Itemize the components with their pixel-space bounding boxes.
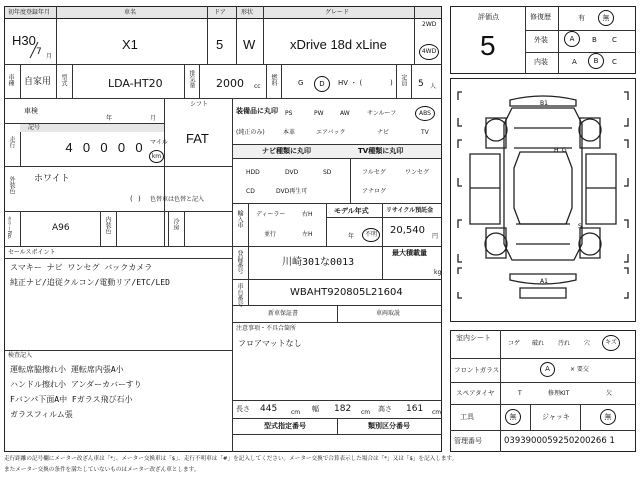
mileage-digit: 0: [117, 140, 126, 155]
glass-replace: × 要交: [570, 366, 589, 373]
shape-label: 形状: [241, 9, 254, 16]
doors-label: ドア: [214, 9, 226, 16]
category-label: 類別区分番号: [368, 422, 410, 430]
exterior-a-circled: A: [564, 31, 580, 47]
capacity-value: 5: [418, 79, 424, 89]
equip-leather: 本革: [283, 129, 296, 136]
color-note-close: ): [138, 195, 141, 203]
glass-a-circled: A: [540, 362, 555, 377]
import-label: 輸入車: [236, 210, 243, 228]
spare-kit: 修理KIT: [548, 390, 570, 397]
interior-b-circled: B: [588, 53, 604, 69]
max-load-label: 最大積載量: [392, 249, 427, 257]
mileage-digit: 0: [135, 140, 143, 155]
drive-2wd-label: 2WD: [422, 21, 437, 28]
fuel-close: ): [390, 79, 393, 87]
tv-label: TV種類に丸印: [358, 147, 404, 155]
color-label: 外装色: [8, 176, 15, 194]
type-label: 型式: [60, 74, 67, 86]
score-value: 5: [480, 30, 496, 61]
repair-yes: 有: [578, 14, 585, 22]
tv-analog: アナログ: [362, 188, 387, 195]
use-value: 自家用: [24, 77, 52, 87]
fuel-label: 燃料: [270, 74, 277, 86]
spare-t: T: [518, 390, 522, 397]
vin-value: WBAHT920805L21604: [290, 287, 403, 298]
mileage-digit: 0: [82, 140, 91, 155]
height-label: 高さ: [378, 405, 392, 413]
color-note: 色替車は色替と記入: [150, 196, 205, 203]
diagram-label-h: H: [554, 147, 559, 154]
reg-label: 登録番号: [236, 250, 243, 274]
equip-sunroof: サンルーフ: [367, 110, 397, 117]
model-year-label: モデル年式: [334, 207, 369, 215]
seat-yogore: 汚れ: [558, 340, 571, 347]
fuel-g: G: [298, 79, 304, 87]
exterior-c: C: [612, 36, 617, 44]
jack-none-circled: 無: [600, 409, 616, 425]
height-unit: cm: [432, 409, 442, 416]
length-unit: cm: [291, 409, 301, 416]
grade-value: xDrive 18d xLine: [290, 37, 387, 52]
cc-unit: cc: [254, 83, 261, 90]
type-designation-label: 型式指定番号: [264, 422, 306, 430]
sales-points-line2: 純正ナビ/追従クルコン/電動リア/ETC/LED: [10, 278, 170, 287]
notes-text: フロアマットなし: [238, 339, 302, 348]
recycle-unit: 円: [432, 233, 439, 240]
capacity-label: 定員: [400, 74, 407, 86]
width-unit: cm: [361, 409, 371, 416]
mileage-label: 走行: [8, 136, 15, 148]
equip-pw: PW: [314, 110, 324, 117]
exterior-b: B: [592, 36, 597, 44]
import-parallel: 並行: [264, 231, 277, 238]
footer-line2: またメーター交換の条件を満たしていないものはメーター改ざん車とします。: [4, 467, 200, 473]
equip-tv: TV: [421, 129, 429, 136]
spare-label: スペアタイヤ: [456, 389, 495, 397]
tool-label: 工具: [460, 413, 474, 421]
shift-value: FAT: [186, 131, 209, 146]
max-load-unit: kg: [434, 269, 442, 276]
doors-value: 5: [216, 37, 224, 52]
height-value: 161: [406, 404, 424, 414]
car-diagram: [450, 78, 636, 322]
name-label: 車名: [124, 9, 137, 16]
score-label: 評価点: [478, 13, 499, 21]
length-value: 445: [260, 404, 278, 414]
displacement-label: 排気量: [188, 70, 195, 88]
color-note-open: (: [130, 195, 133, 203]
shift-label: シフト: [190, 101, 209, 108]
inspector-notes-label: 検査記入: [8, 352, 33, 359]
use-label: 車種: [7, 74, 14, 86]
record-label: 記号: [28, 124, 41, 131]
repair-no-circled: 無: [598, 10, 614, 26]
first-reg-month: 7: [36, 47, 42, 57]
equipment-note: (純正のみ): [236, 129, 265, 136]
length-label: 長さ: [236, 405, 250, 413]
mgmt-label: 管理番号: [454, 437, 482, 445]
seat-ana: 穴: [584, 340, 591, 347]
diagram-label-s: S: [578, 223, 582, 230]
manual: 車両取説: [376, 310, 401, 317]
mile-label: マイル: [150, 139, 168, 146]
seat-yabure: 破れ: [532, 340, 545, 347]
mileage-digits: [62, 140, 146, 156]
interior-a: A: [572, 58, 577, 66]
color-code-value: A96: [52, 223, 70, 233]
interior-c: C: [612, 58, 617, 66]
inspector-note-line: Fバンパ下面A中 Fガラス飛び石小: [10, 395, 133, 404]
tv-fullseg: フルセグ: [362, 169, 386, 176]
width-value: 182: [334, 404, 352, 414]
car-name: X1: [122, 37, 138, 52]
sales-points-line1: スマキー ナビ ワンセグ バックカメラ: [10, 263, 153, 272]
spare-missing: 欠: [606, 390, 613, 397]
type-value: LDA-HT20: [108, 77, 163, 90]
tv-oneseg: ワンセグ: [405, 169, 430, 176]
first-reg-label: 初年度登録年月: [8, 9, 51, 16]
mgmt-value: 0393900059250200266 1: [504, 436, 615, 446]
width-label: 幅: [312, 405, 319, 413]
equip-ps: PS: [285, 110, 293, 117]
navi-label: ナビ種類に丸印: [262, 147, 311, 155]
reg-value: 川崎301な0013: [282, 257, 355, 268]
color-code-label: カラーNo.: [6, 216, 12, 240]
recycle-value: 20,540: [390, 225, 425, 236]
displacement-value: 2000: [216, 77, 244, 90]
interior-label: 内装: [534, 58, 548, 66]
equip-airbag: エアバック: [316, 129, 346, 136]
inspector-note-line: 運転席脇擦れ小 運転席内張A小: [10, 365, 124, 374]
inspector-note-line: ハンドル擦れ小 アンダーカバーすり: [10, 380, 142, 389]
equip-aw: AW: [340, 110, 350, 117]
inspection-label: 車検: [24, 107, 38, 115]
mileage-digit: 4: [65, 140, 73, 155]
inspection-year: 年: [106, 115, 113, 122]
sales-points-label: セールスポイント: [8, 249, 56, 256]
recycle-label: リサイクル預託金: [386, 207, 434, 214]
equipment-label: 装備品に丸印: [236, 107, 278, 115]
km-circled: km: [149, 150, 164, 163]
inspection-month: 月: [150, 115, 157, 122]
mileage-digit: 0: [100, 140, 108, 155]
navi-dvd: DVD: [285, 169, 299, 176]
exterior-label: 外装: [534, 36, 548, 44]
color-value: ホワイト: [34, 174, 70, 184]
grade-label: グレード: [325, 9, 350, 16]
interior-color-label: 内装色: [104, 216, 111, 234]
jack-label: ジャッキ: [542, 413, 570, 421]
new-car-warranty: 新車保証書: [268, 310, 299, 317]
seat-label: 室内シート: [456, 334, 491, 342]
seat-koge: コゲ: [508, 340, 521, 347]
left-handle: 左H: [302, 231, 313, 238]
navi-dvd-play: DVD再生可: [276, 188, 308, 195]
equip-navi: ナビ: [377, 129, 390, 136]
record-header: [20, 124, 164, 132]
cooling-label: 冷房: [172, 218, 179, 230]
capacity-unit: 人: [430, 83, 437, 90]
drive-4wd-circled: 4WD: [419, 44, 439, 60]
navi-hdd: HDD: [246, 169, 260, 176]
seat-kizu-circled: キズ: [602, 335, 620, 351]
import-dealer: ディーラー: [256, 211, 286, 218]
model-year-suffix: 年: [348, 233, 355, 240]
fuel-hv: HV ・ (: [338, 79, 363, 87]
navi-cd: CD: [246, 188, 255, 195]
right-handle: 右H: [302, 211, 313, 218]
diagram-label-b1: B1: [540, 100, 548, 107]
inspector-note-line: ガラスフィルム張: [10, 410, 73, 419]
shape-value: W: [243, 37, 256, 52]
glass-label: フロントガラス: [454, 366, 500, 374]
fuel-d-circled: D: [314, 76, 330, 92]
notes-label: 注意事項・不具合箇所: [236, 325, 297, 332]
footer-line1: 走行距離の記号欄にメーター改ざん車は「*」、メーター交換車は「$」、走行不明車は「#」を記入してください。メーター交換で合算表示した場合は「*」又は「$」を記入します。: [4, 456, 458, 462]
tool-none-circled: 無: [505, 409, 521, 425]
vin-label: 車台番号: [236, 283, 243, 307]
navi-sd: SD: [323, 169, 332, 176]
first-reg-year: H30: [12, 33, 36, 48]
diagram-label-g: G: [562, 147, 567, 154]
model-year-unknown-circled: 不明: [362, 228, 380, 242]
repair-label: 修復歴: [530, 13, 551, 21]
first-reg-month-suffix: 月: [46, 53, 53, 60]
first-reg-slash: [28, 40, 40, 60]
diagram-label-a1: A1: [540, 278, 548, 285]
equip-abs-circled: ABS: [415, 106, 435, 121]
